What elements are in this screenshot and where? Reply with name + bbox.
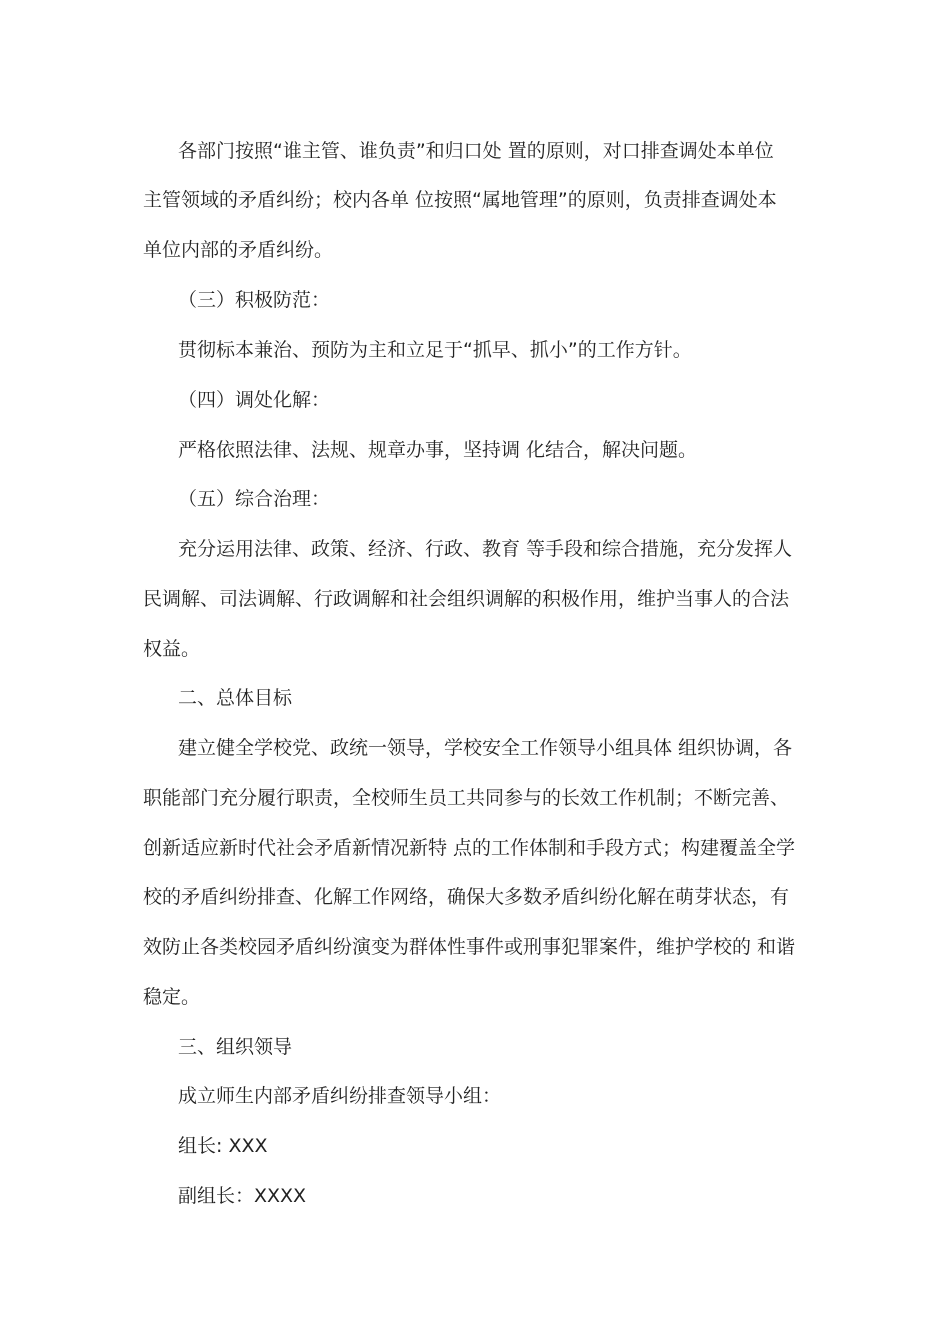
paragraph-line: 充分运用法律、政策、经济、行政、教育 等手段和综合措施，充分发挥人 xyxy=(178,538,793,560)
paragraph-line: 单位内部的矛盾纠纷。 xyxy=(143,239,334,261)
section-heading: 二、总体目标 xyxy=(178,687,293,709)
paragraph-line: 创新适应新时代社会矛盾新情况新特 点的工作体制和手段方式；构建覆盖全学 xyxy=(143,837,796,859)
paragraph-line: 职能部门充分履行职责，全校师生员工共同参与的长效工作机制；不断完善、 xyxy=(143,787,790,809)
paragraph-line: 各部门按照“谁主管、谁负责”和归口处 置的原则，对口排查调处本单位 xyxy=(178,140,774,162)
paragraph-line: 稳定。 xyxy=(143,986,201,1008)
paragraph-line: 权益。 xyxy=(143,638,201,660)
paragraph-line: 成立师生内部矛盾纠纷排查领导小组： xyxy=(178,1085,502,1107)
paragraph-line: 严格依照法律、法规、规章办事，坚持调 化结合，解决问题。 xyxy=(178,439,698,461)
paragraph-line: 组长: XXX xyxy=(178,1135,268,1157)
section-heading: （五）综合治理： xyxy=(178,488,331,510)
section-heading: （三）积极防范： xyxy=(178,289,331,311)
paragraph-line: 效防止各类校园矛盾纠纷演变为群体性事件或刑事犯罪案件，维护学校的 和谐 xyxy=(143,936,796,958)
paragraph-line: 贯彻标本兼治、预防为主和立足于“抓早、抓小”的工作方针。 xyxy=(178,339,692,361)
section-heading: 三、组织领导 xyxy=(178,1036,293,1058)
paragraph-line: 建立健全学校党、政统一领导，学校安全工作领导小组具体 组织协调，各 xyxy=(178,737,793,759)
section-heading: （四）调处化解： xyxy=(178,389,331,411)
paragraph-line: 校的矛盾纠纷排查、化解工作网络，确保大多数矛盾纠纷化解在萌芽状态，有 xyxy=(143,886,790,908)
paragraph-line: 副组长：XXXX xyxy=(178,1185,307,1207)
paragraph-line: 民调解、司法调解、行政调解和社会组织调解的积极作用，维护当事人的合法 xyxy=(143,588,790,610)
paragraph-line: 主管领域的矛盾纠纷；校内各单 位按照“属地管理”的原则，负责排查调处本 xyxy=(143,189,777,211)
